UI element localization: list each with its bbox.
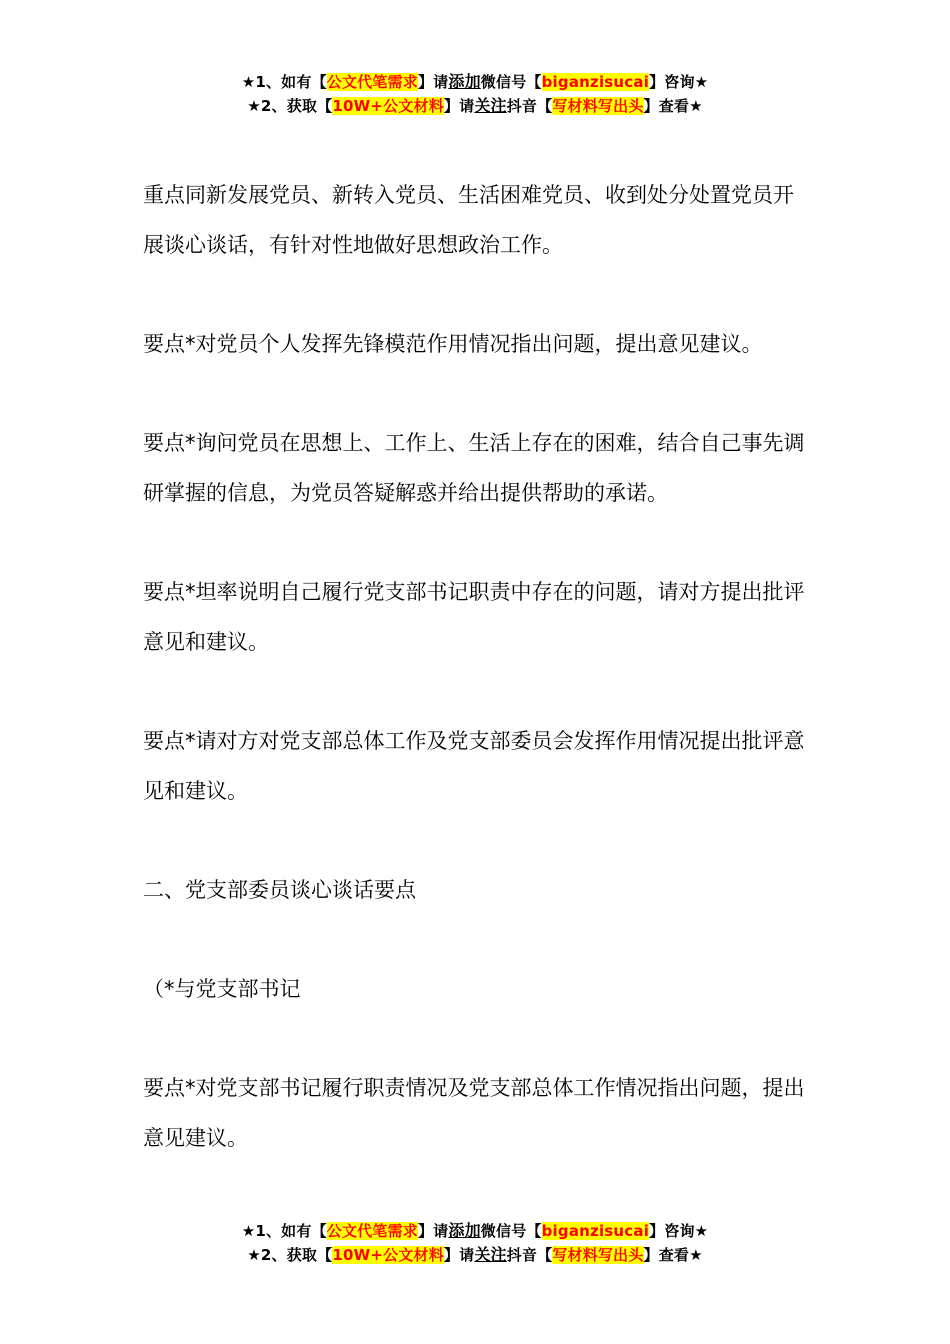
- banner-text: ★2、获取【: [247, 1246, 333, 1264]
- banner-line-2: [0, 94, 950, 118]
- document-body: [143, 170, 808, 1212]
- highlight-text: biganzisucai: [541, 1222, 650, 1240]
- banner-text: 】请: [417, 73, 449, 91]
- banner-line-2: [0, 1243, 950, 1267]
- paragraph: 要点*询问党员在思想上、工作上、生活上存在的困难，结合自己事先调研掌握的信息，为党员答疑解惑并给出提供帮助的承诺。: [143, 431, 805, 505]
- banner-text: 】咨询★: [649, 1222, 709, 1240]
- highlight-text: 10W+公文材料: [332, 97, 444, 115]
- banner-text: ★1、如有【: [241, 73, 327, 91]
- section-heading: 二、党支部委员谈心谈话要点: [143, 878, 416, 902]
- banner-text: 抖音【: [506, 97, 553, 115]
- banner-text: ★1、如有【: [241, 1222, 327, 1240]
- highlight-text: 公文代笔需求: [326, 1222, 418, 1240]
- banner-line-1: [0, 70, 950, 94]
- footer-banner: [0, 1219, 950, 1267]
- underlined-text: 添加: [448, 72, 481, 91]
- paragraph: 要点*对党员个人发挥先锋模范作用情况指出问题，提出意见建议。: [143, 332, 763, 356]
- highlight-text: 公文代笔需求: [326, 73, 418, 91]
- banner-text: 】查看★: [643, 1246, 703, 1264]
- paragraph: 要点*对党支部书记履行职责情况及党支部总体工作情况指出问题，提出意见建议。: [143, 1076, 805, 1150]
- underlined-text: 关注: [474, 96, 507, 115]
- paragraph: 要点*坦率说明自己履行党支部书记职责中存在的问题，请对方提出批评意见和建议。: [143, 580, 805, 654]
- banner-text: 】查看★: [643, 97, 703, 115]
- highlight-text: biganzisucai: [541, 73, 650, 91]
- subsection-heading: （*与党支部书记: [143, 977, 301, 1001]
- banner-text: ★2、获取【: [247, 97, 333, 115]
- banner-line-1: [0, 1219, 950, 1243]
- banner-text: 】请: [443, 1246, 475, 1264]
- banner-text: 】咨询★: [649, 73, 709, 91]
- paragraph: 重点同新发展党员、新转入党员、生活困难党员、收到处分处置党员开展谈心谈话，有针对性地做好思想政治工作。: [143, 183, 794, 257]
- highlight-text: 写材料写出头: [552, 1246, 644, 1264]
- highlight-text: 10W+公文材料: [332, 1246, 444, 1264]
- banner-text: 抖音【: [506, 1246, 553, 1264]
- underlined-text: 添加: [448, 1221, 481, 1240]
- underlined-text: 关注: [474, 1245, 507, 1264]
- banner-text: 】请: [417, 1222, 449, 1240]
- banner-text: 】请: [443, 97, 475, 115]
- header-banner: [0, 70, 950, 118]
- banner-text: 微信号【: [480, 1222, 542, 1240]
- paragraph: 要点*请对方对党支部总体工作及党支部委员会发挥作用情况提出批评意见和建议。: [143, 729, 805, 803]
- highlight-text: 写材料写出头: [552, 97, 644, 115]
- banner-text: 微信号【: [480, 73, 542, 91]
